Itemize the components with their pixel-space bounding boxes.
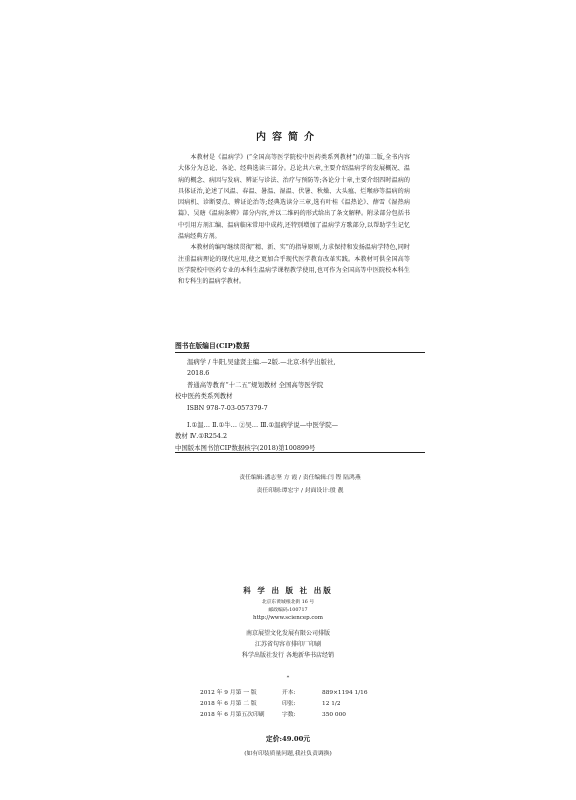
distributor-line: 科学出版社发行 各地新华书店经销 xyxy=(242,652,334,659)
edition-date: 2012 年 9 月第 一 版 xyxy=(200,690,257,696)
edition-date: 2018 年 6 月第五次印刷 xyxy=(200,712,265,718)
spec-label: 印张: xyxy=(282,701,296,707)
spec-label: 开本: xyxy=(282,690,296,696)
intro-paragraph: 本教材的编写继续贯彻“精、新、实”的指导原则,力求保持和发扬温病学特色,同时注重温病理论的现代应用,使之更加合乎现代医学教育改革实践。本教材可供全国高等医学院校中医药专业的本科生温病学课程教学使用,也可作为全国高等中医院校本科生和专科生的温病学教材。 xyxy=(178,244,410,286)
cip-line: ISBN 978-7-03-057379-7 xyxy=(187,403,268,412)
edition-row xyxy=(200,699,390,710)
cip-line: 校中医药类系列教材 xyxy=(175,392,233,401)
publisher-postcode: 邮政编码:100717 xyxy=(268,608,308,613)
cip-line: 2018.6 xyxy=(187,369,210,378)
publisher-name: 科 学 出 版 社 出版 xyxy=(243,586,333,595)
spec-value: 350 000 xyxy=(322,712,346,718)
intro-paragraph: 本教材是《温病学》(“全国高等医学院校中医药类系列教材”)的第二版,全书内容大体分为总论、各论、经典选读三部分。总论共六章,主要介绍温病学的发展概况、温病的概念、病因与发病、辨证与诊法、治疗与预防等;各论分十章,主要介绍四时温病的具体证治,论述了风温、春温、暑温、湿温、伏暑、秋燥、大头瘟、烂喉痧等温病的病因病机、诊断要点、辨证论治等;经典选读分三章,选有叶桂《温热论》、薛雪《湿热病篇》、吴瑭《温病条辨》部分内容,并以二维码的形式给出了条文解释。附录部分包括书中引用方剂汇编、温病临床常用中成药,还特别增加了温病学方歌部分,以帮助学生记忆温病经典方剂。 xyxy=(178,154,410,241)
typesetter-line: 南京展望文化发展有限公司排版 xyxy=(245,630,330,637)
separator-star: * xyxy=(286,675,290,681)
printer-line: 江苏省句容市排印厂印刷 xyxy=(254,641,321,648)
edition-date: 2018 年 6 月第 二 版 xyxy=(200,701,257,707)
edition-row xyxy=(200,688,390,699)
intro-title: 内容简介 xyxy=(256,132,320,143)
cip-line: 中国版本图书馆CIP数据核字(2018)第100899号 xyxy=(175,443,316,452)
cip-line: 普通高等教育“十二五”规划教材 全国高等医学院 xyxy=(187,380,324,389)
cip-line: Ⅰ.①温… Ⅱ.①牛… ②吴… Ⅲ.①温病学说—中医学院— xyxy=(187,421,339,430)
cip-title: 图书在版编目(CIP)数据 xyxy=(175,342,250,350)
edition-row xyxy=(200,710,390,721)
spec-value: 889×1194 1/16 xyxy=(322,690,368,696)
cip-bottom-rule xyxy=(175,452,425,453)
cip-top-rule xyxy=(175,352,425,353)
publisher-url: http://www.sciencep.com xyxy=(253,615,323,621)
print-credits xyxy=(0,628,576,661)
editor-line: 责任印制:谭宏宇 / 封面设计:殷 靓 xyxy=(256,488,344,494)
editor-credits xyxy=(175,472,425,498)
cip-block xyxy=(175,357,425,454)
cip-line: 教材 Ⅳ.①R254.2 xyxy=(175,432,228,441)
editor-line: 责任编辑:潘志坚 方 霞 / 责任编辑:闫 铿 陆鸿燕 xyxy=(239,475,361,481)
spec-value: 12 1/2 xyxy=(322,701,341,707)
intro-body xyxy=(178,152,410,288)
cip-line: 温病学 / 牛阳,吴建贤主编.—2版.—北京:科学出版社, xyxy=(187,358,336,366)
price: 定价:49.00元 xyxy=(265,735,311,743)
publisher-address: 北京东黄城根北街 16 号 xyxy=(261,600,315,605)
edition-info xyxy=(200,688,390,721)
spec-label: 字数: xyxy=(282,712,296,718)
quality-notice: (如有印装质量问题,我社负责调换) xyxy=(244,751,332,757)
